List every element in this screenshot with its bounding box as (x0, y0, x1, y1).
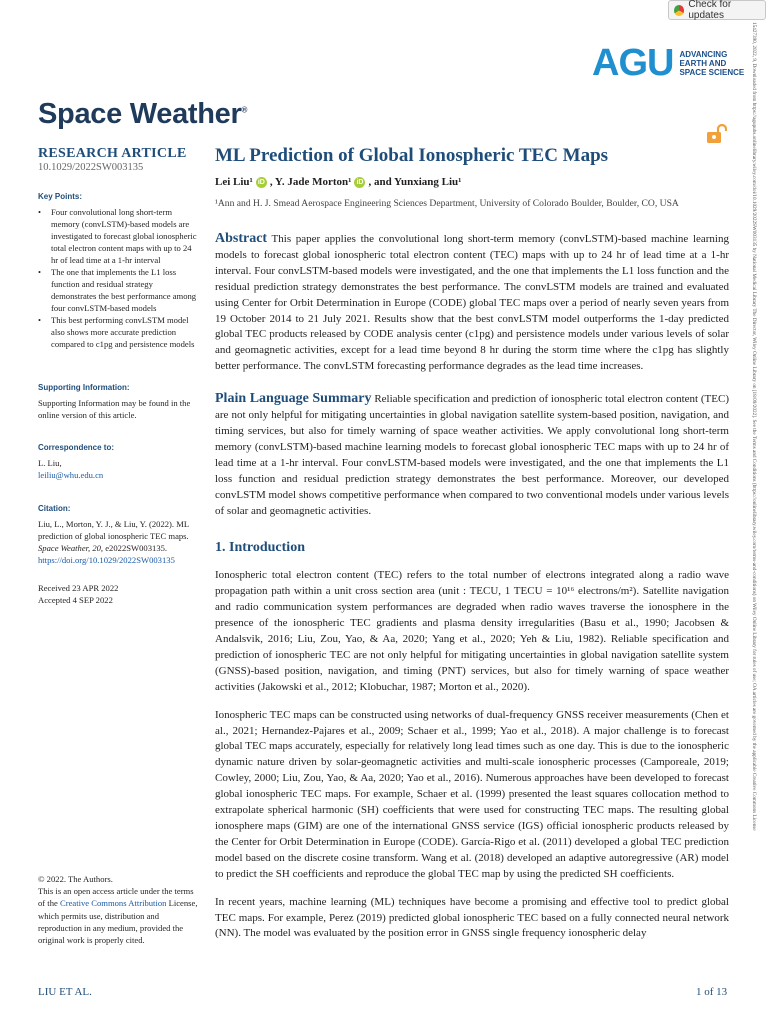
registered-mark: ® (241, 105, 248, 115)
abstract-heading: Abstract (215, 231, 268, 246)
body-paragraph: Ionospheric TEC maps can be constructed using networks of dual-frequency GNSS receiver measurements (Chen et al., 2021; Hernandez-Pajares et al., 2009; Schaer et al., 1999; Yao et al., 2018). A major challenge is to forecast global TEC maps accurately, especially for relatively long lead times such as one day. This is due to the ionospheric dynamic nature driven by solar-geomagnetic activities and multi-scale ionospheric processes (Camporeale, 2019; Cowley, 2000; Liu, Zou, Yao, & Aa, 2020; Yao et al., 2016). Numerous approaches have been developed to forecast global ionospheric TEC maps. For example, Schaer et al. (1999) presented the least squares collocation method to extrapolate spherical harmonic (SH) coefficients that were used for constructing TEC maps. The resulting global ionosphere maps (GIM) are one of the international GNSS service (IGS) official ionospheric products released by the Center for Orbit Determination in Europe (CODE). García-Rigo et al. (2011) developed a global TEC prediction model based on the discrete cosine transform. Wang et al. (2018) developed an adaptive autoregressive (AR) model to predict the SH coefficients and reproduce the global TEC map by using the predicted SH coefficients. (215, 708, 729, 880)
correspondence-heading: Correspondence to: (38, 443, 115, 452)
citation-id: e2022SW003135. (105, 543, 168, 553)
open-access-lock-icon (705, 123, 727, 145)
orcid-icon[interactable]: iD (356, 178, 364, 186)
pls-text: Reliable specification and prediction of ionospheric total electron content (TEC) are not only helpful for mitigating uncertainties in global navigation satellite system-based position, navigation, and timing services, but also for timely warning of space weather activities. We apply convolutional long short-term memory (convLSTM)-based machine learning models to forecast global ionospheric TEC maps with up to 24 hr of lead time at a 1-hr interval. Four convLSTM-based models were investigated, and the one that implements the L1 loss function and residual prediction strategy demonstrates the best performance. Moreover, our developed convLSTM model shows competitive performance when compared to two conventional models under various levels of solar and geomagnetic activities. (215, 393, 729, 517)
abstract-text: This paper applies the convolutional long short-term memory (convLSTM)-based machine learning models to forecast global ionospheric total electron content (TEC) maps with up to 24 hr of lead time at a 1-hr interval. Four convLSTM-based models were investigated, and the one that implements the L1 loss function and the residual prediction strategy demonstrates the best performance. The convLSTM models are trained and evaluated using Center for Orbit Determination in Europe (CODE) global TEC maps over a period of nearly seven years from 19 October 2014 to 21 July 2021. Results show that the best convLSTM model outperforms the 1-day predicted global TEC products released by CODE analysis center (c1pg) and persistence models under various levels of solar and geomagnetic activities, except for a lead time beyond 8 hr during the storm time where the c1pg has slightly better performance. The convLSTM forecasting performance degrades as the lead time increases. (215, 233, 729, 373)
citation-body: Liu, L., Morton, Y. J., & Liu, Y. (2022). ML prediction of global ionospheric TEC maps. (38, 519, 189, 541)
citation-doi-link[interactable]: https://doi.org/10.1029/2022SW003135 (38, 555, 175, 565)
copyright-line: © 2022. The Authors. (38, 874, 113, 884)
author-name: Lei Liu¹ (215, 176, 253, 188)
agu-tagline-line: SPACE SCIENCE (679, 67, 745, 77)
correspondence-name: L. Liu, (38, 458, 62, 468)
orcid-icon[interactable]: iD (257, 178, 265, 186)
article-type: RESEARCH ARTICLE (38, 146, 187, 161)
abstract (215, 231, 729, 375)
license-text: This is an open access article under the terms of the (38, 886, 194, 909)
journal-title-text: Space Weather (38, 98, 242, 130)
journal-title[interactable] (38, 98, 247, 131)
check-for-updates-label: Check for updates (688, 0, 732, 21)
author-list (215, 176, 729, 188)
author-name: , Y. Jade Morton¹ (269, 176, 352, 188)
author-affiliation: ¹Ann and H. J. Smead Aerospace Engineering Sciences Department, University of Colorado Boulder, Boulder, CO, USA (215, 198, 679, 209)
key-point: • The one that implements the L1 loss function and residual strategy demonstrates the best performance among four convLSTM-based models (38, 266, 198, 314)
agu-tagline-line: EARTH AND (679, 58, 727, 68)
citation-text (38, 518, 198, 566)
citation-heading: Citation: (38, 504, 71, 513)
citation-journal: Space Weather, 20, (38, 543, 104, 553)
page-number: 1 of 13 (696, 986, 728, 998)
key-point: • Four convolutional long short-term memory (convLSTM)-based models are investigated to forecast global ionospheric total electron content maps with up to 24 hr of lead time at a 1-hr interval (38, 206, 198, 266)
section-heading-introduction: 1. Introduction (215, 540, 305, 556)
supporting-info-heading: Supporting Information: (38, 383, 130, 392)
body-paragraph: In recent years, machine learning (ML) techniques have become a promising and effective tool to predict global TEC maps. For example, Perez (2019) predicted global ionospheric TEC based on a fully connected neural network (NN). The model was evaluated by the position error in GNSS single frequency ionospheric delay (215, 895, 729, 940)
check-for-updates-button[interactable] (668, 0, 766, 20)
footer-authors: LIU ET AL. (38, 986, 92, 998)
key-points-list (38, 206, 198, 350)
article-main (215, 144, 729, 942)
download-watermark: 15427390, 2022, 9, Downloaded from https://agupubs.onlinelibrary.wiley.com/doi/10.1029/2022SW003135 by National Medical Library The Director, Wiley Online Library on [18/09/2022]. See the Terms and Conditions (https://onlinelibrary.wiley.com/terms-and-conditions) on Wiley Online Library for rules of use; OA articles are governed by the applicable Creative Commons License (751, 22, 757, 831)
article-title: ML Prediction of Global Ionospheric TEC Maps (215, 145, 609, 166)
copyright-notice (38, 873, 198, 946)
supporting-info-text: Supporting Information may be found in the online version of this article. (38, 398, 191, 420)
key-points-heading: Key Points: (38, 192, 83, 201)
body-paragraph: Ionospheric total electron content (TEC) refers to the total number of electrons integrated along a radio wave propagation path within a unit cross section area (unit : TECU, 1 TECU = 10¹⁶ electrons/m²). Satellite navigation and radio communication system performances are degraded when radio waves traverse the ionosphere in the presence of the ionospheric TEC gradients and plasma density irregularities (Basu et al., 1990; Jacobsen & Andalsvik, 2016; Liu, Zou, Yao, & Aa, 2020; Yang et al., 2020; Yeh & Liu, 1982). Reliable specification and prediction of ionospheric TEC are not only helpful for mitigating uncertainties in global navigation satellite system (GNSS)-based position, navigation, and timing (PNT) services, but also for timely warning of space weather activities (Jakowski et al., 2012; Klobuchar, 1987; Morton et al., 2020). (215, 569, 729, 693)
creative-commons-link[interactable]: Creative Commons Attribution (59, 898, 167, 909)
agu-logo-mark: AGU (592, 42, 674, 84)
license-text-rest: License, which permits use, distribution and reproduction in any medium, provided the original work is properly cited. (38, 898, 198, 946)
article-sidebar (38, 146, 198, 606)
agu-logo[interactable] (592, 44, 744, 82)
correspondence-email-link[interactable]: leiliu@whu.edu.cn (38, 470, 104, 480)
agu-tagline (679, 50, 744, 77)
accepted-date: Accepted 4 SEP 2022 (38, 595, 113, 605)
key-point: • This best performing convLSTM model also shows more accurate prediction compared to c1pg and persistence models (38, 314, 198, 350)
crossmark-icon (674, 5, 684, 16)
plain-language-summary (215, 391, 729, 519)
pls-heading: Plain Language Summary (215, 391, 372, 407)
agu-tagline-line: ADVANCING (679, 49, 728, 59)
author-name: , and Yunxiang Liu¹ (368, 176, 462, 188)
article-doi: 10.1029/2022SW003135 (38, 162, 144, 173)
received-date: Received 23 APR 2022 (38, 583, 119, 593)
